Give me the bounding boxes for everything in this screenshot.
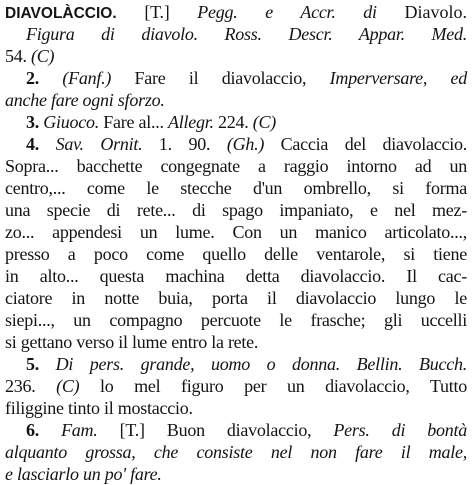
entry-line [26,419,467,441]
entry-text-segment: Fare il diavolaccio, [111,68,330,88]
entry-text-segment: Pegg. e Accr. di [197,2,405,22]
entry-text-segment: (Gh.) [226,134,265,154]
entry-text-segment: in alto... questa machina detta diavolaccio. Il cac- [5,266,467,286]
entry-text-segment: 4. [26,134,56,154]
entry-text-segment: 3. [26,112,44,132]
entry-text-segment: Allegr. [167,112,214,132]
entry-text-segment: 54. [5,46,31,66]
entry-text-segment: 236. [5,376,57,396]
entry-line [26,133,467,155]
entry-text-segment: una specie di rete... di spago impaniato, e nel mez- [5,200,467,220]
entry-text-segment: presso a poco come quello delle ventarole, si tiene [5,244,467,264]
entry-text-segment: centro,... come le stecche d'un ombrello, si forma [5,178,467,198]
entry-line [5,309,467,331]
entry-text-segment: 5. [26,354,56,374]
entry-line [26,111,276,133]
entry-text-segment: zo... appendesi un lume. Con un manico articolato..., [5,222,467,242]
entry-text-segment: (C) [31,46,55,66]
entry-text-segment: 224. [213,112,253,132]
entry-line [5,155,467,177]
entry-line [26,23,467,45]
entry-text-segment: Fare al... [99,112,168,132]
entry-line [5,397,193,419]
entry-text-segment: Caccia del diavolaccio. [264,134,468,154]
entry-text-segment: Fam. [61,420,98,440]
dictionary-entry [5,1,468,484]
entry-text-segment: Figura di diavolo. Ross. Descr. Appar. Med. [26,24,467,44]
entry-text-segment: e lasciarlo un po' fare. [5,464,162,484]
entry-text-segment: siepi..., un compagno percuote le frasche; gli uccelli [5,310,467,330]
entry-text-segment: 2. [26,68,63,88]
entry-text-segment: (Fanf.) [62,68,112,88]
entry-text-segment: anche fare ogni sforzo. [5,90,165,110]
entry-text-segment: Imperversare, ed [329,68,468,88]
entry-text-segment: alquanto grossa, che consiste nel non fare il male, [5,442,467,462]
entry-line [5,463,162,484]
entry-text-segment: Pers. di bontà [333,420,467,440]
entry-text-segment: (C) [56,376,80,396]
entry-line [26,67,467,89]
entry-line [5,45,54,67]
entry-text-segment: [T.] Buon diavolaccio, [97,420,334,440]
entry-text-segment: ciatore in notte buia, porta il diavolaccio lungo le [5,288,467,308]
entry-line [5,331,258,353]
headword: DIAVOLÀCCIO. [5,5,117,22]
entry-line [5,265,467,287]
entry-line [5,199,467,221]
entry-text-segment: 6. [26,420,62,440]
entry-line [5,89,165,111]
entry-text-segment: (C) [252,112,276,132]
entry-line [5,287,467,309]
entry-text-segment: 1. 90. [142,134,227,154]
entry-text-segment: si gettano verso il lume entro la rete. [5,332,259,352]
entry-line [5,221,467,243]
entry-text-segment: Sav. Ornit. [55,134,143,154]
entry-text-segment: filiggine tinto il mostaccio. [5,398,193,418]
entry-line [5,243,467,265]
entry-line [5,177,467,199]
entry-text-segment: Giuoco. [43,112,99,132]
entry-line [5,441,467,463]
entry-text-segment: Sopra... bacchette congegnate a raggio intorno ad un [5,156,467,176]
entry-line [26,353,467,375]
entry-line [5,375,467,397]
entry-text-segment: [T.] [144,2,198,22]
entry-text-segment: Di pers. grande, uomo o donna. Bellin. Bucch. [55,354,468,374]
entry-text-segment: Diavolo. [404,2,467,22]
entry-line [5,1,467,23]
entry-text-segment: lo mel figuro per un diavolaccio, Tutto [79,376,468,396]
